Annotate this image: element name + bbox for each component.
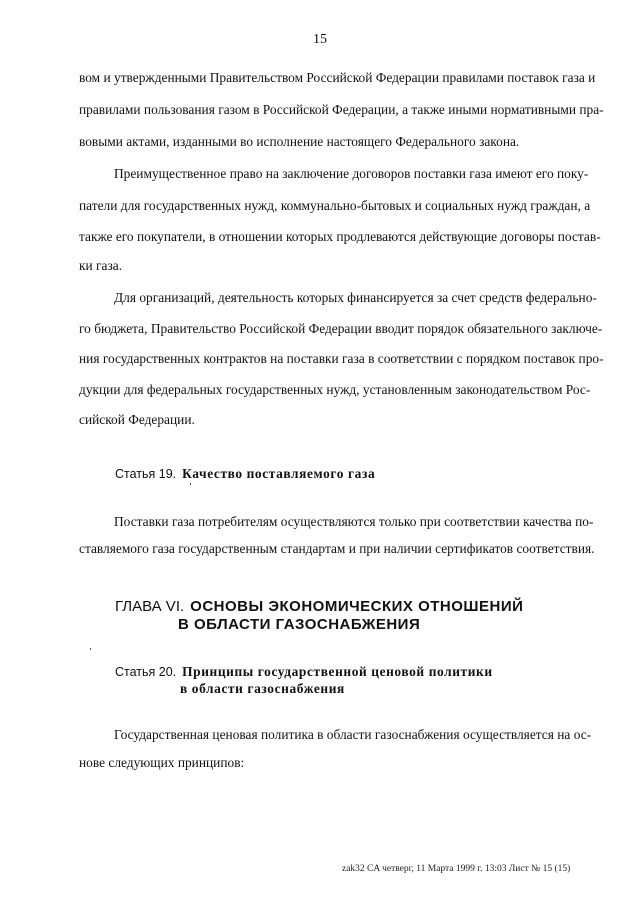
article-19-label: Статья 19. bbox=[115, 467, 177, 481]
article-20-label: Статья 20. bbox=[115, 665, 177, 679]
text-line: Поставки газа потребителям осуществляются только при соответствии качества по- bbox=[114, 514, 594, 529]
article-19-heading bbox=[115, 466, 375, 482]
text-line: ки газа. bbox=[79, 258, 123, 273]
text-line: Преимущественное право на заключение договоров поставки газа имеют его поку- bbox=[114, 166, 589, 181]
text-line: правилами пользования газом в Российской Федерации, а также иными нормативными пра- bbox=[79, 102, 604, 117]
text-line: вовыми актами, изданными во исполнение настоящего Федерального закона. bbox=[79, 134, 520, 149]
text-line: Государственная ценовая политика в области газоснабжения осуществляется на ос- bbox=[114, 727, 592, 742]
text-line: го бюджета, Правительство Российской Федерации вводит порядок обязательного заключе- bbox=[79, 321, 603, 336]
chapter-6-title-continued: В ОБЛАСТИ ГАЗОСНАБЖЕНИЯ bbox=[178, 616, 421, 633]
article-20-heading bbox=[115, 664, 493, 680]
text-line: вом и утвержденными Правительством Российской Федерации правилами поставок газа и bbox=[79, 70, 596, 85]
text-line: также его покупатели, в отношении которых продлеваются действующие договоры постав- bbox=[79, 229, 601, 244]
article-20-title-continued: в области газоснабжения bbox=[180, 681, 345, 696]
text-line: Для организаций, деятельность которых финансируется за счет средств федерально- bbox=[114, 290, 597, 305]
page-number: 15 bbox=[313, 32, 327, 47]
text-line: сийской Федерации. bbox=[79, 412, 195, 427]
chapter-6-label: ГЛАВА VI. bbox=[115, 598, 185, 615]
text-line: дукции для федеральных государственных нужд, установленным законодательством Рос- bbox=[79, 382, 591, 397]
text-line: нове следующих принципов: bbox=[79, 755, 245, 770]
text-line: ставляемого газа государственным стандартам и при наличии сертификатов соответствия. bbox=[79, 541, 595, 556]
text-line: ния государственных контрактов на поставки газа в соответствии с порядком поставок про- bbox=[79, 351, 604, 366]
scan-speck bbox=[90, 648, 91, 650]
chapter-6-heading bbox=[115, 598, 523, 616]
scan-speck bbox=[190, 483, 191, 485]
text-line: патели для государственных нужд, коммунально-бытовых и социальных нужд граждан, а bbox=[79, 198, 591, 213]
article-19-title: Качество поставляемого газа bbox=[182, 466, 376, 481]
article-20-title: Принципы государственной ценовой политики bbox=[182, 664, 493, 679]
chapter-6-title: ОСНОВЫ ЭКОНОМИЧЕСКИХ ОТНОШЕНИЙ bbox=[190, 598, 524, 615]
page-footer: zak32 CA четверг, 11 Марта 1999 г. 13:03 Лист № 15 (15) bbox=[342, 864, 571, 874]
